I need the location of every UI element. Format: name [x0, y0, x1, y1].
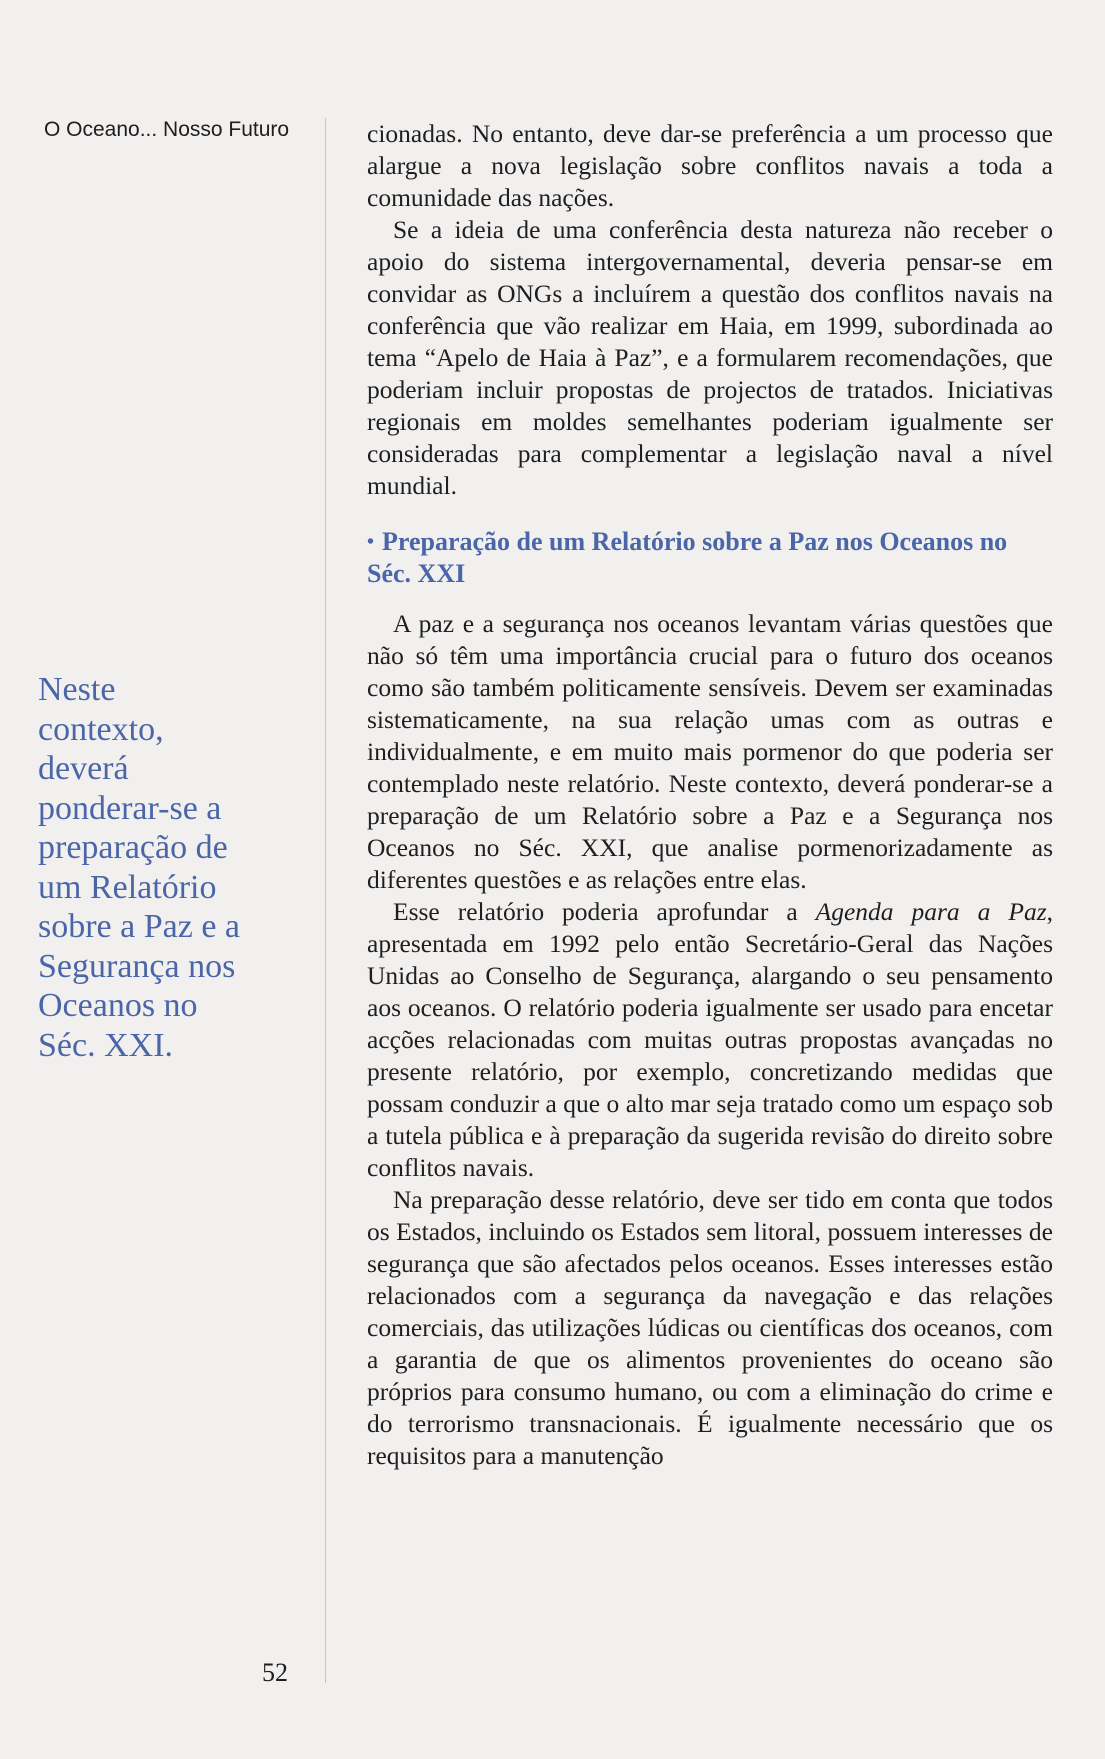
paragraph-2: Se a ideia de uma conferência desta natureza não receber o apoio do sistema intergovernamental, deveria pensar-se em convidar as ONGs a incluírem a questão dos conflitos navais na conferência que vão realizar em Haia, em 1999, subordinada ao tema “Apelo de Haia à Paz”, e a formularem recomendações, que poderiam incluir propostas de projectos de tratados. Iniciativas regionais em moldes semelhantes poderiam igualmente ser consideradas para complementar a legislação naval a nível mundial. [367, 215, 1053, 500]
paragraph-4-end: , apresentada em 1992 pelo então Secretário-Geral das Nações Unidas ao Conselho de Segurança, alargando o seu pensamento aos oceanos. O relatório poderia igualmente ser usado para encetar acções relacionadas com muitas outras propostas avançadas no presente relatório, por exemplo, concretizando medidas que possam conduzir a que o alto mar seja tratado como um espaço sob a tutela pública e à preparação da sugerida revisão do direito sobre conflitos navais. [367, 897, 1053, 1182]
pull-quote [38, 670, 308, 1065]
paragraph-5: Na preparação desse relatório, deve ser tido em conta que todos os Estados, incluindo os Estados sem litoral, possuem interesses de segurança que são afectados pelos oceanos. Esses interesses estão relacionados com a segurança da navegação e das relações comerciais, das utilizações lúdicas ou científicas dos oceanos, com a garantia de que os alimentos provenientes do oceano são próprios para consumo humano, ou com a eliminação do crime e do terrorismo transnacionais. É igualmente necessário que os requisitos para a manutenção [367, 1185, 1053, 1470]
paragraph-4-start: Esse relatório poderia aprofundar a [393, 897, 816, 926]
paragraph-4 [367, 896, 1053, 1184]
running-head: O Oceano... Nosso Futuro [44, 118, 290, 141]
agenda-title: Agenda para a Paz [815, 897, 1047, 926]
paragraph-3: A paz e a segurança nos oceanos levantam várias questões que não só têm uma importância crucial para o futuro dos oceanos como são também politicamente sensíveis. Devem ser examinadas sistematicamente, na sua relação umas com as outras e individualmente, e em muito mais pormenor do que poderia ser contemplado neste relatório. Neste contexto, deverá ponderar-se a preparação de um Relatório sobre a Paz e a Segurança nos Oceanos no Séc. XXI, que analise pormenorizadamente as diferentes questões e as relações entre elas. [367, 609, 1053, 894]
section-heading-text: Preparação de um Relatório sobre a Paz nos Oceanos no Séc. XXI [367, 527, 1008, 588]
body-text-column [367, 118, 1053, 1472]
page-number: 52 [262, 1658, 288, 1687]
column-divider [325, 118, 326, 1683]
paragraph-1: cionadas. No entanto, deve dar-se preferência a um processo que alargue a nova legislação sobre conflitos navais a toda a comunidade das nações. [367, 119, 1053, 212]
pull-quote-text: Neste contexto, deverá ponderar-se a preparação de um Relatório sobre a Paz e a Segurança nos Oceanos no Séc. XXI. [38, 671, 241, 1064]
section-heading [367, 526, 1053, 590]
bullet-icon: • [367, 531, 375, 553]
